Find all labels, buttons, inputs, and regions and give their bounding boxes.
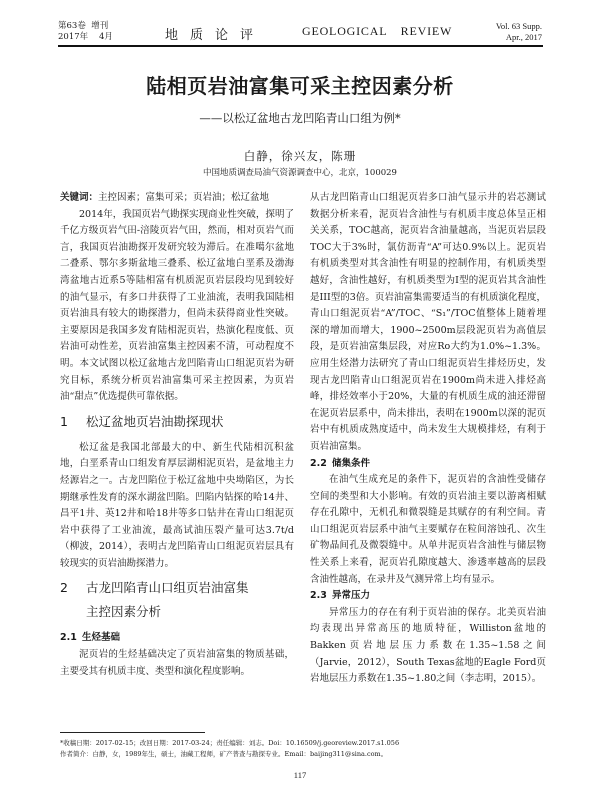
right-column — [310, 190, 546, 688]
footnote-rule — [60, 732, 205, 733]
section-1-paragraph: 松辽盆是我国北部最大的中、新生代陆相沉积盆地，白垩系青山口组发育厚层湖相泥页岩，是盆地主力烃源岩之一。古龙凹陷位于松辽盆地中央坳陷区，为长期继承性发育的深水湖盆凹陷。凹陷内钻探的哈14井、昌平1井、英12井和哈18井等多口钻井在青山口组泥页岩中获得了工业油流，最高试油压裂产量可达3.7t/d（柳波，2014），表明古龙凹陷青山口组泥页岩层具有较现实的页岩油勘探潜力。 — [60, 441, 294, 569]
section-2-1-number: 2.1 — [60, 632, 77, 644]
section-2-2-paragraph: 在油气生成充足的条件下，泥页岩的含油性受储存空间的类型和大小影响。有效的页岩油主要以游离相赋存在孔隙中，无机孔和微裂缝是其赋存的有利空间。青山口组泥页岩层系中油气主要赋存在粒间溶蚀孔、次生矿物晶间孔及微裂缝中。从单井泥页岩含油性与储层物性关系上来看，泥页岩孔隙度越大、渗透率越高的层段含油性越高，在录井及气测异常上均有显示。 — [310, 474, 546, 585]
volume-cn: 第63卷 增刊 — [58, 21, 109, 31]
running-header — [0, 0, 600, 50]
section-2-3-heading — [310, 588, 546, 605]
section-2-1-heading — [60, 630, 294, 647]
section-1-heading — [60, 410, 294, 434]
section-2-2-heading — [310, 456, 546, 473]
date-cn: 2017年 4月 — [58, 32, 113, 42]
section-2-3-number: 2.3 — [310, 590, 327, 602]
author-affiliation: 中国地质调查局油气资源调查中心，北京，100029 — [203, 168, 397, 178]
page-number: 117 — [293, 770, 307, 780]
section-2-1-title: 生烃基础 — [82, 632, 121, 644]
section-1-title: 松辽盆地页岩油勘探现状 — [86, 413, 224, 429]
section-2-2-title: 储集条件 — [332, 457, 371, 469]
keywords-text: 主控因素；富集可采；页岩油；松辽盆地 — [98, 192, 270, 203]
article-title: 陆相页岩油富集可采主控因素分析 — [146, 74, 454, 98]
intro-paragraph: 2014年，我国页岩气勘探实现商业性突破，探明了千亿方级页岩气田-涪陵页岩气田，然而，相对页岩气而言，我国页岩油勘探开发研究较为滞后。在准噶尔盆地二叠系、鄂尔多斯盆地三叠系、松辽盆地白垩系及渤海湾盆地古近系5等陆相富有机质泥页岩层段均见到较好的油气显示，有多口井获得了工业油流，表明我国陆相页岩油具有较大的勘探潜力，但尚未获得商业性突破。主要原因是我国多发育陆相泥页岩，热演化程度低、页岩油可动性差，页岩油富集主控因素不清，可动程度不明。本文试图以松辽盆地古龙凹陷青山口组泥页岩为研究目标，系统分析页岩油富集可采主控因素，为页岩油“甜点”优选提供可靠依据。 — [60, 208, 294, 403]
section-2-3-paragraph: 异常压力的存在有利于页岩油的保存。北美页岩油均表现出异常高压的地质特征，Williston盆地的Bakken页岩地层压力系数在1.35~1.58之间（Jarvie，2012），South Texas盆地的Eagle Ford页岩地层压力系数在1.35~1.80之间（李志明，2015）。 — [310, 606, 546, 685]
section-2-heading — [60, 576, 294, 624]
volume-info-en — [480, 21, 542, 43]
section-2-title-line1: 古龙凹陷青山口组页岩油富集 — [86, 580, 249, 596]
volume-info-cn — [58, 21, 113, 43]
article-authors: 白静，徐兴友，陈珊 — [243, 149, 357, 163]
keywords-label: 关键词： — [60, 192, 99, 203]
journal-name-cn: 地质论评 — [165, 28, 266, 43]
section-2-number: 2 — [60, 580, 68, 596]
section-2-title-line2: 主控因素分析 — [86, 604, 162, 620]
keywords — [60, 190, 294, 207]
article-subtitle: ——以松辽盆地古龙凹陷青山口组为例* — [199, 111, 401, 125]
left-column — [60, 190, 294, 680]
section-2-2-number: 2.2 — [310, 457, 327, 469]
section-2-1-paragraph: 泥页岩的生烃基础决定了页岩油富集的物质基础，主要受其有机质丰度、类型和演化程度影响。 — [60, 649, 294, 677]
section-2-1-continued: 从古龙凹陷青山口组泥页岩多口油气显示井的岩芯测试数据分析来看，泥页岩含油性与有机质丰度总体呈正相关关系，TOC越高，泥页岩含油量越高，当泥页岩层段TOC大于3%时，氯仿沥青“A”可达0.9%以上。泥页岩有机质类型对其含油性有明显的控制作用，有机质类型越好，含油性越好，有机质类型为I型的泥页岩其含油性是III型的3倍。页岩油富集需要适当的有机质演化程度，青山口组泥页岩“A”/TOC、“S₁”/TOC值整体上随着埋深的增加而增大，1900~2500m层段泥页岩为高值层段，是页岩油富集层段，对应Ro大约为1.0%~1.3%。应用生烃潜力法研究了青山口组泥页岩生排烃历史，发现古龙凹陷青山口组泥页岩在1900m尚未进入排烃高峰，排烃效率小于20%，大量的有机质生成的油还滞留在泥页岩层系中，尚未排出，表明在1900m以深的泥页岩中有机质成熟度适中，尚未发生大规模排烃，有利于页岩油富集。 — [310, 192, 546, 452]
footnote — [60, 738, 550, 760]
date-en: Apr., 2017 — [505, 32, 542, 42]
footnote-author-bio: 作者简介：白静，女，1989年生，硕士，油藏工程师，矿产普查与勘探专业。Email：baijing311@sina.com。 — [60, 750, 388, 758]
footnote-dates-doi: *收稿日期：2017-02-15；改回日期：2017-03-24；责任编辑：刘志。Doi：10.16509/j.georeview.2017.s1.056 — [60, 739, 400, 747]
section-1-number: 1 — [60, 413, 68, 429]
section-2-3-title: 异常压力 — [332, 590, 371, 602]
volume-en: Vol. 63 Supp. — [495, 21, 542, 31]
header-rule — [58, 45, 543, 47]
journal-name-en: GEOLOGICAL REVIEW — [302, 24, 453, 38]
